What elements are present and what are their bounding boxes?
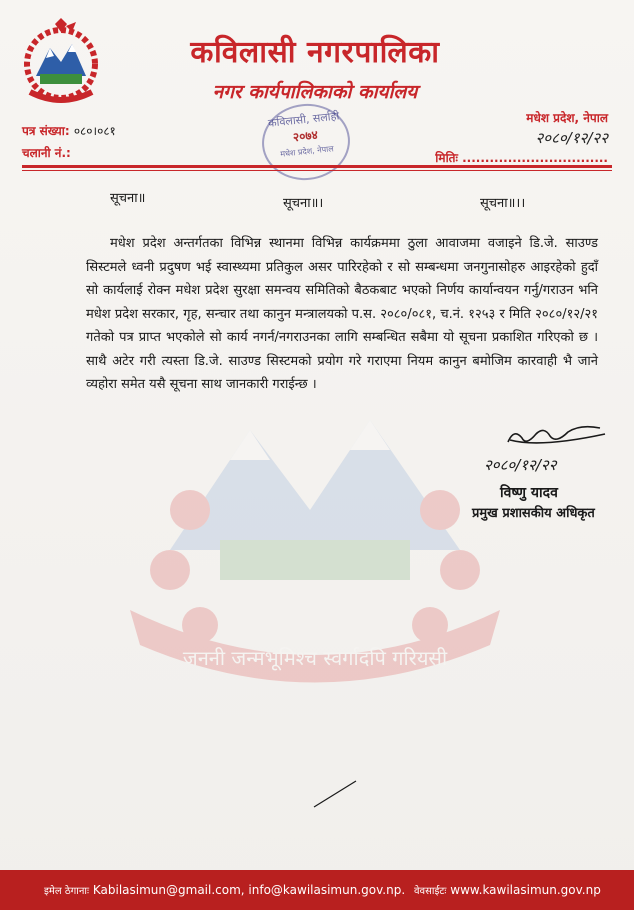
location-text: मधेश प्रदेश, नेपाल <box>526 111 608 125</box>
chalani-label: चलानी नं.: <box>22 146 71 160</box>
watermark-motto: जननी जन्मभूमिश्च स्वर्गादपि गरियसी <box>182 646 448 670</box>
signatory-title: प्रमुख प्रशासकीय अधिकृत <box>472 506 595 521</box>
pen-stroke-mark <box>310 775 360 815</box>
office-subtitle: नगर कार्यपालिकाको कार्यालय <box>212 81 418 103</box>
date-block <box>435 108 608 168</box>
office-seal-stamp <box>258 100 353 185</box>
web-value[interactable]: www.kawilasimun.gov.np <box>450 883 601 897</box>
email-label: इमेल ठेगानाः <box>44 886 90 897</box>
miti-label: मितिः ................................ <box>435 151 608 165</box>
seal-line-3: मधेश प्रदेश, नेपाल <box>279 144 335 159</box>
notice-heading-2: सूचना॥। <box>283 196 324 211</box>
emblem-watermark <box>110 400 520 700</box>
handwritten-date: २०८०/१२/२२ <box>535 129 608 147</box>
email-value[interactable]: Kabilasimun@gmail.com, info@kawilasimun.gov.np. <box>92 883 406 897</box>
header-rule-thick <box>22 165 612 168</box>
web-label: वेवसाईटः <box>414 886 447 897</box>
seal-line-2: २०७४ <box>292 127 319 145</box>
municipality-title: कविलासी नगरपालिका <box>190 35 440 70</box>
nepal-emblem-logo <box>22 18 100 104</box>
notice-body: मधेश प्रदेश अन्तर्गतका विभिन्न स्थानमा विभिन्न कार्यक्रममा ठुला आवाजमा वजाइने डि.जे. साउण्ड सिस्टमले ध्वनी प्रदुषण भई स्वास्थ्यमा प्रतिकुल असर पारिरहेको र सो सम्बन्धमा जनगुनासोहरु आइरहेको हुदाँ सो कार्यलाई रोक्न मधेश प्रदेश सुरक्षा समन्वय समितिको बैठकबाट भएको निर्णय कार्यान्वयन गर्नु/गराउन भनि मधेश प्रदेश सरकार, गृह, सन्चार तथा कानुन मन्त्रालयको प.स. २०८०/०८१, च.नं. १२५३ र मिति २०८०/१२/२१ गतेको पत्र प्राप्त भएकोले सो कार्य नगर्न/नगराउनका लागि सम्बन्धित सबैमा यो सूचना प्रकाशित गरिएको छ । साथै अटेर गरी त्यस्ता डि.जे. साउण्ड सिस्टमको प्रयोग गरे गराएमा नियम कानुन बमोजिम कारवाही भै जाने व्यहोरा समेत यसै सूचना साथ जानकारी गराईन्छ । <box>86 236 598 392</box>
footer-email <box>44 883 405 897</box>
notice-heading-1: सूचना॥ <box>110 191 146 206</box>
notice-heading-3: सूचना॥।। <box>480 196 526 211</box>
patra-label: पत्र संख्या: <box>22 124 70 138</box>
signature-date: २०८०/१२/२२ <box>484 456 557 474</box>
signatory-name: विष्णु यादव <box>500 485 558 501</box>
patra-value: ०८०।०८१ <box>73 124 116 138</box>
seal-line-1: कविलासी, सर्लाही <box>267 109 340 130</box>
reference-block <box>22 120 116 164</box>
header-rule-thin <box>22 170 612 171</box>
footer-website <box>414 883 601 897</box>
footer-bar <box>0 870 634 910</box>
